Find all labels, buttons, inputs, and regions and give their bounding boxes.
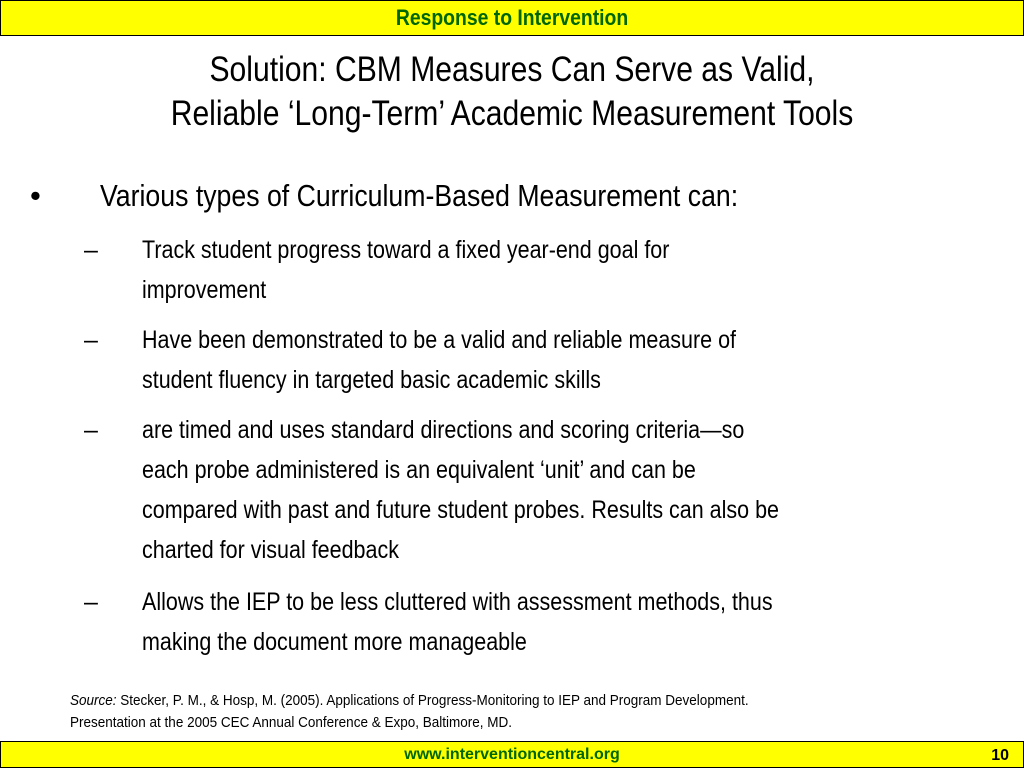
sub-item-text — [142, 410, 985, 570]
sub-item-line: Have been demonstrated to be a valid and reliable measure of — [142, 326, 737, 354]
dash-icon: – — [84, 236, 98, 264]
sub-item-line: student fluency in targeted basic academic skills — [142, 366, 601, 394]
source-line-1 — [70, 690, 749, 712]
slide-title — [0, 48, 1024, 136]
source-text-1: Stecker, P. M., & Hosp, M. (2005). Applications of Progress-Monitoring to IEP and Program Development. — [120, 692, 749, 709]
slide-title-line-2: Reliable ‘Long-Term’ Academic Measurement Tools — [170, 94, 854, 133]
sub-item-line: making the document more manageable — [142, 628, 527, 656]
sub-item-line: each probe administered is an equivalent ‘unit’ and can be — [142, 456, 696, 484]
sub-item-line: charted for visual feedback — [142, 536, 399, 564]
header-bar — [0, 0, 1024, 36]
dash-icon: – — [84, 326, 98, 354]
source-citation — [70, 690, 749, 734]
sub-item-line: compared with past and future student probes. Results can also be — [142, 496, 780, 524]
slide-title-line-1: Solution: CBM Measures Can Serve as Valid, — [209, 50, 815, 89]
dash-icon: – — [84, 588, 98, 616]
footer-url-link[interactable]: www.interventioncentral.org — [404, 746, 620, 763]
bullet-text: Various types of Curriculum-Based Measurement can: — [100, 178, 739, 213]
page-number: 10 — [991, 747, 1009, 764]
footer-bar — [0, 741, 1024, 768]
sub-item-text — [142, 582, 985, 662]
source-text-2: Presentation at the 2005 CEC Annual Conference & Expo, Baltimore, MD. — [70, 714, 512, 731]
sub-item-line: are timed and uses standard directions and scoring criteria—so — [142, 416, 745, 444]
sub-item-text — [142, 320, 985, 400]
source-label: Source: — [70, 692, 117, 709]
bullet-icon: • — [30, 178, 41, 213]
sub-item-text — [142, 230, 985, 310]
sub-item-line: improvement — [142, 276, 267, 304]
header-title: Response to Intervention — [395, 5, 629, 30]
dash-icon: – — [84, 416, 98, 444]
sub-item-line: Track student progress toward a fixed year-end goal for — [142, 236, 670, 264]
sub-item-line: Allows the IEP to be less cluttered with assessment methods, thus — [142, 588, 773, 616]
